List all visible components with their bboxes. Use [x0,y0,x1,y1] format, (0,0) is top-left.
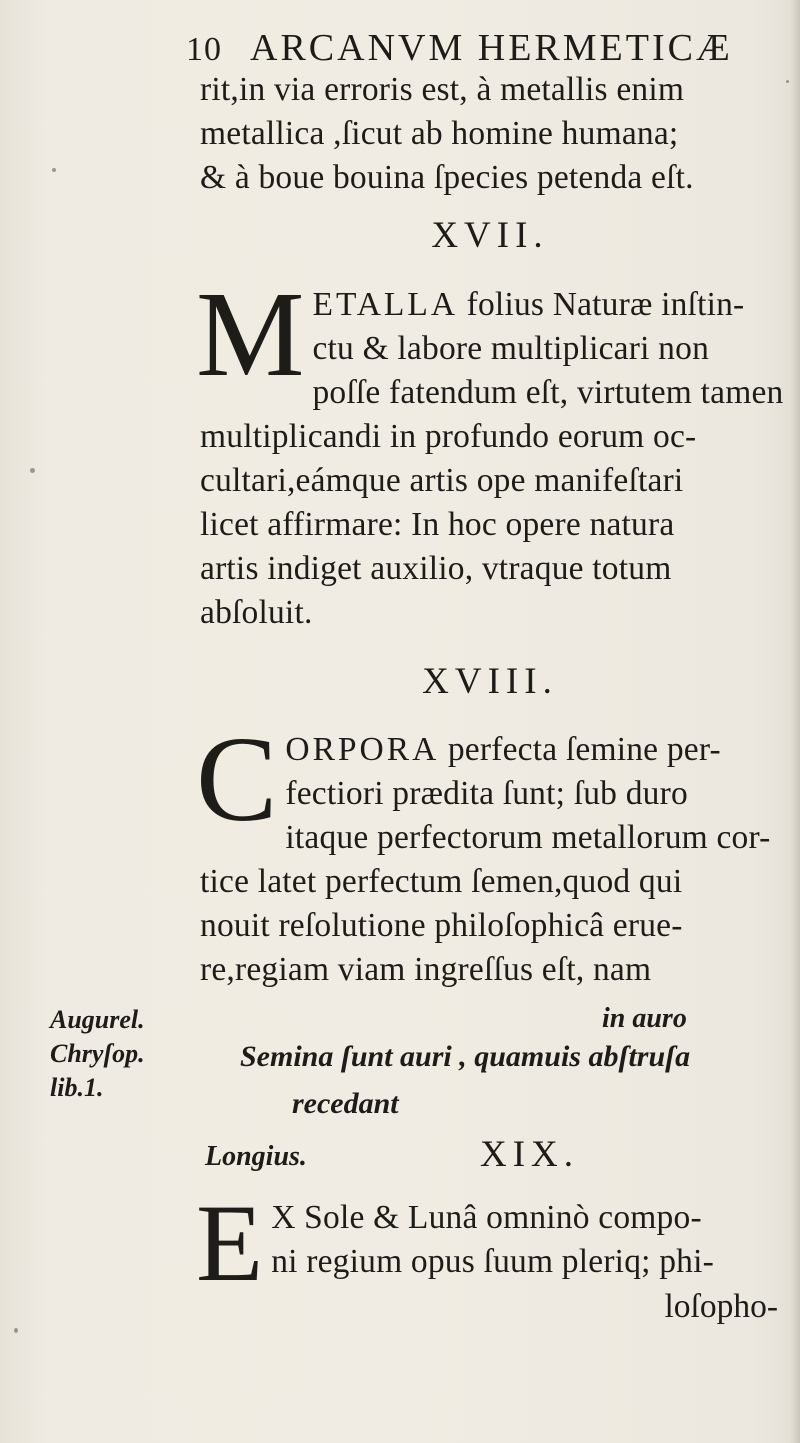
catchword: loſopho- [664,1288,778,1325]
marginal-line: Augurel. [50,1005,145,1034]
text-line: ni regium opus ſuum pleriq; phi- [271,1243,714,1280]
paragraph-17 [196,267,790,635]
quote-end-line: recedant [292,1087,399,1120]
attribution-and-section-19 [205,1133,785,1179]
first-word: ETALLA [312,286,459,323]
paper-speck [52,168,56,172]
text-line: cultari,eámque artis ope manifeſtari [200,462,684,499]
first-word: ORPORA [285,731,440,768]
text-line: rit,in via erroris est, à metallis enim [200,71,685,108]
text-line [200,728,790,772]
text-line: ctu & labore multiplicari non [312,330,710,367]
text-line: X Sole & Lunâ omninò compo- [271,1199,702,1236]
section-number-19: XIX. [480,1134,580,1175]
line-text: folius Naturæ inſtin- [466,286,745,323]
text-line: poſſe fatendum eſt, virtutem tamen [312,374,784,411]
quote-main-line: Semina ſunt auri , quamuis abſtruſa [240,1040,691,1073]
paper-speck [14,1328,18,1333]
paper-speck [786,80,789,83]
drop-cap: M [196,267,305,402]
section-number-17: XVII. [431,215,549,256]
drop-cap: C [196,712,278,847]
line-text: perfecta ſemine per- [447,731,721,768]
quote-attribution: Longius. [205,1141,307,1172]
page-number: 10 [186,31,222,68]
drop-cap: E [196,1182,264,1304]
text-line: itaque perfectorum metallorum cor- [285,819,771,856]
text-line: re,regiam viam ingreſſus eſt, nam [200,951,652,988]
text-line: metallica ,ſicut ab homine humana; [200,115,679,152]
paragraph-18 [196,712,790,992]
paper-speck [30,468,35,473]
text-line: fectiori prædita ſunt; ſub duro [285,775,688,812]
text-line: abſoluit. [200,594,313,631]
text-line: artis indiget auxilio, vtraque totum [200,550,672,587]
text-line: licet affirmare: In hoc opere natura [200,506,675,543]
page-edge-shadow [790,0,800,1443]
marginal-note [50,1003,145,1105]
section-number-18: XVIII. [422,661,558,702]
paragraph-19 [196,1182,790,1304]
text-line: multiplicandi in profundo eorum oc- [200,418,697,455]
text-line: & à boue bouina ſpecies petenda eſt. [200,159,694,196]
quote-right-fragment: in auro [602,1003,687,1034]
marginal-line: lib.1. [50,1073,104,1102]
marginal-line: Chryſop. [50,1039,145,1068]
continued-paragraph [200,68,790,200]
running-title: ARCANVM HERMETICÆ [250,27,733,69]
text-line: nouit reſolutione philoſophicâ erue- [200,907,683,944]
text-line: tice latet perfectum ſemen,quod qui [200,863,683,900]
